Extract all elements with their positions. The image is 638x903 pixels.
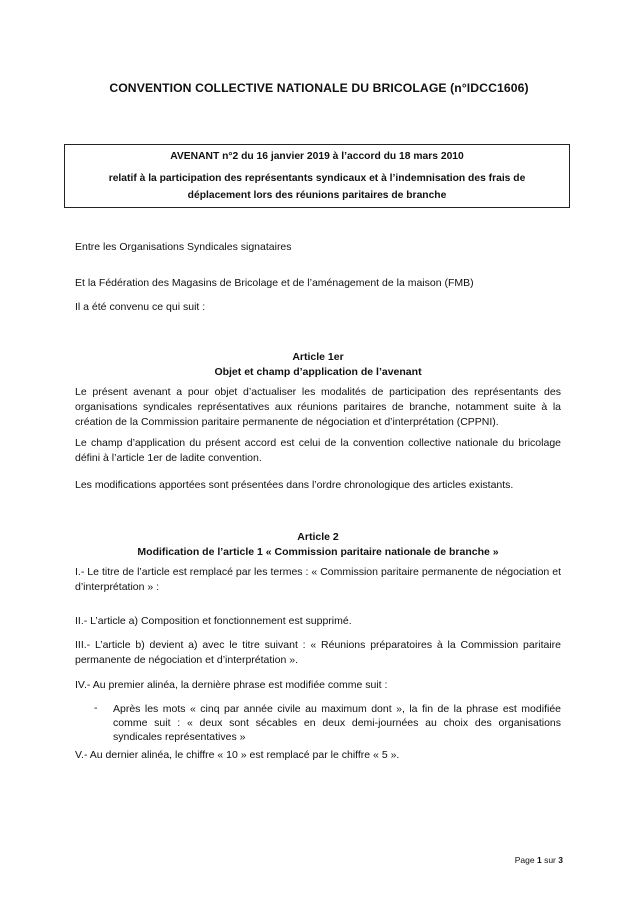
intro-paragraph-3: Il a été convenu ce qui suit :	[75, 301, 206, 313]
document-title: CONVENTION COLLECTIVE NATIONALE DU BRICOLAGE (n°IDCC1606)	[109, 81, 529, 95]
page-number	[480, 855, 563, 865]
article-1-paragraph-2: Le champ d’application du présent accord est celui de la convention collective nationale du bricolage défini à l’article 1er de ladite convention.	[75, 437, 561, 464]
amendment-title: AVENANT n°2 du 16 janvier 2019 à l’accord du 18 mars 2010	[170, 151, 464, 162]
article-2-paragraph-4: IV.- Au premier alinéa, la dernière phrase est modifiée comme suit :	[75, 679, 388, 691]
article-1-paragraph-1: Le présent avenant a pour objet d’actualiser les modalités de participation des représentants des organisations syndicales représentatives aux réunions paritaires de branche, notamment suite à la création de la Commission paritaire permanente de négociation et d’interprétation (CPPNI).	[75, 386, 561, 428]
page-prefix: Page	[514, 855, 535, 865]
article-1-paragraph-3: Les modifications apportées sont présentées dans l’ordre chronologique des articles existants.	[75, 479, 514, 491]
article-2-subheading: Modification de l’article 1 « Commission paritaire nationale de branche »	[137, 546, 499, 558]
amendment-subtitle-line1: relatif à la participation des représentants syndicaux et à l’indemnisation des frais de	[108, 173, 526, 184]
page-current: 1	[536, 855, 542, 865]
intro-paragraph-2: Et la Fédération des Magasins de Bricolage et de l’aménagement de la maison (FMB)	[75, 277, 474, 289]
page-separator: sur	[544, 855, 556, 865]
bullet-marker: -	[94, 702, 98, 714]
article-2-paragraph-1: I.- Le titre de l’article est remplacé par les termes : « Commission paritaire permanente de négociation et d’interprétation » :	[75, 566, 561, 593]
article-2-paragraph-2: II.- L’article a) Composition et fonctionnement est supprimé.	[75, 615, 352, 627]
article-2-heading: Article 2	[297, 531, 339, 543]
amendment-subtitle-line2: déplacement lors des réunions paritaires de branche	[187, 190, 447, 201]
article-2-paragraph-5: V.- Au dernier alinéa, le chiffre « 10 » est remplacé par le chiffre « 5 ».	[75, 749, 400, 761]
bullet-item: Après les mots « cinq par année civile au maximum dont », la fin de la phrase est modifiée comme suit : « deux sont sécables en deux demi-journées au choix des organisations syndicales représentatives »	[113, 703, 561, 743]
amendment-header-box	[64, 144, 570, 208]
page-total: 3	[558, 855, 563, 865]
article-1-subheading: Objet et champ d’application de l’avenant	[214, 366, 422, 378]
article-1-heading: Article 1er	[292, 351, 344, 363]
intro-paragraph-1: Entre les Organisations Syndicales signataires	[75, 241, 292, 253]
article-2-paragraph-3: III.- L’article b) devient a) avec le titre suivant : « Réunions préparatoires à la Commission paritaire permanente de négociation et d’interprétation ».	[75, 639, 561, 666]
